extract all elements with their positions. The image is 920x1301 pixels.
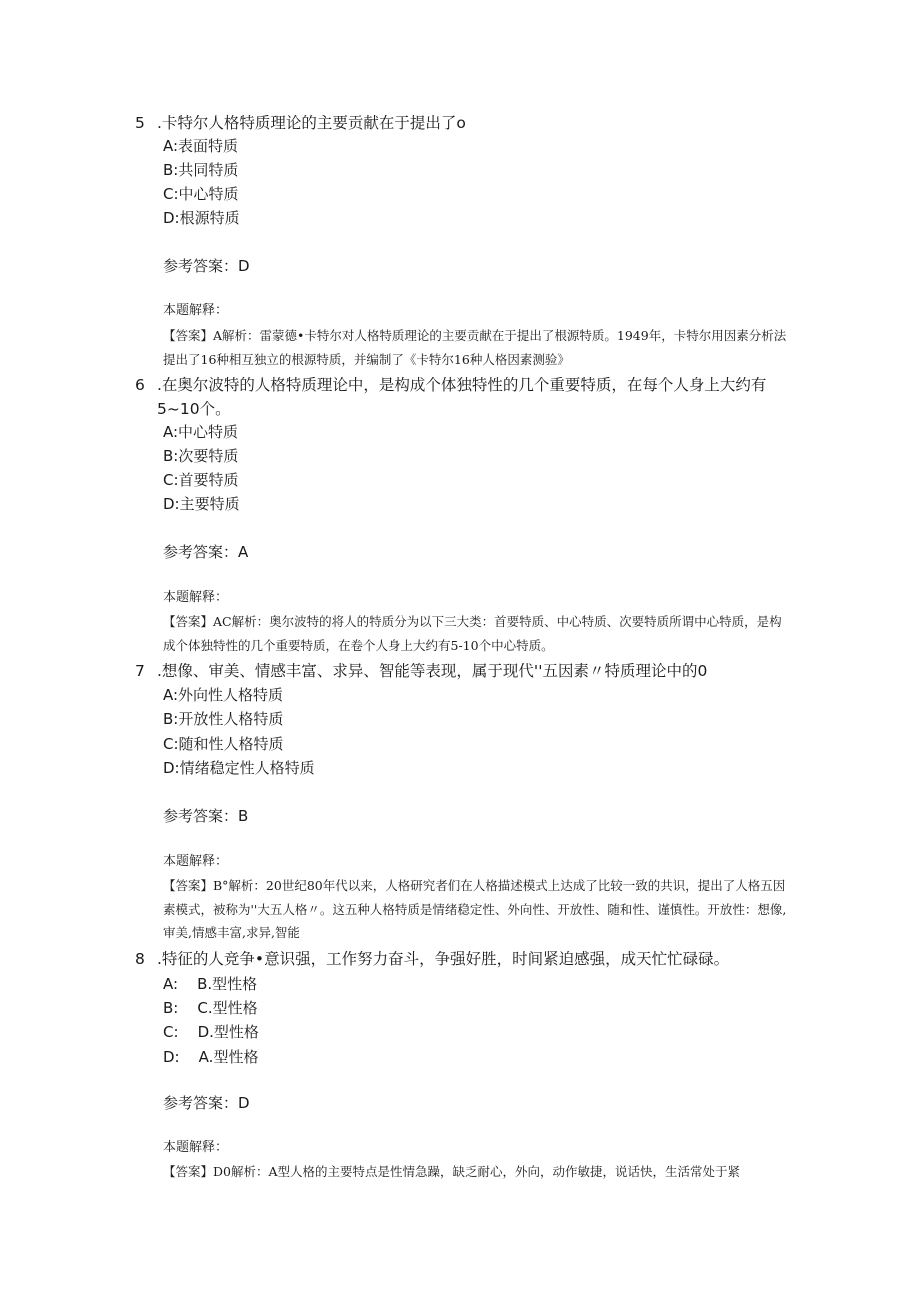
reference-answer: 参考答案：D [163, 1094, 250, 1112]
option-c[interactable]: C:中心特质 [163, 185, 239, 203]
option-c[interactable]: C:首要特质 [163, 471, 239, 489]
question-number: 6 [135, 376, 145, 394]
question-number: 8 [135, 950, 145, 968]
explanation-text: 【答案】AC解析：奥尔波特的将人的特质分为以下三大类：首要特质、中心特质、次要特质所谓中心特质，是构成个体独特性的几个重要特质，在卷个人身上大约有5-10个中心特质。 [163, 614, 782, 653]
question-text: .特征的人竞争•意识强，工作努力奋斗，争强好胜，时间紧迫感强，成天忙忙碌碌。 [157, 950, 730, 968]
explanation-text: 【答案】B°解析：20世纪80年代以来，人格研究者们在人格描述模式上达成了比较一致的共识，提出了人格五因素模式，被称为''大五人格〃。这五种人格特质是情绪稳定性、外向性、开放性、随和性、谨慎性。开放性：想像,审美,情感丰富,求异,智能 [163, 878, 787, 940]
explanation-text: 【答案】D0解析：A型人格的主要特点是性情急躁，缺乏耐心，外向，动作敏捷，说话快，生活常处于紧 [163, 1164, 741, 1179]
option-b[interactable]: B:次要特质 [163, 447, 239, 465]
option-b[interactable]: B:共同特质 [163, 161, 239, 179]
explanation-title: 本题解释： [163, 1140, 229, 1155]
question-number: 5 [135, 114, 145, 132]
explanation-text: 【答案】A解析：雷蒙德•卡特尔对人格特质理论的主要贡献在于提出了根源特质。1949年，卡特尔用因素分析法提出了16种相互独立的根源特质，并编制了《卡特尔16种人格因素测验》 [163, 328, 787, 367]
option-b[interactable]: B: C.型性格 [163, 999, 258, 1017]
reference-answer: 参考答案：A [163, 543, 249, 561]
option-b[interactable]: B:开放性人格特质 [163, 710, 284, 728]
explanation-title: 本题解释： [163, 303, 229, 318]
question-text: .卡特尔人格特质理论的主要贡献在于提出了o [157, 114, 466, 132]
question-number: 7 [135, 662, 145, 680]
option-a[interactable]: A:外向性人格特质 [163, 686, 284, 704]
option-d[interactable]: D: A.型性格 [163, 1048, 259, 1066]
option-d[interactable]: D:根源特质 [163, 209, 240, 227]
explanation-title: 本题解释： [163, 854, 229, 869]
option-a[interactable]: A:表面特质 [163, 137, 239, 155]
explanation-title: 本题解释： [163, 590, 229, 605]
reference-answer: 参考答案：D [163, 257, 250, 275]
option-a[interactable]: A: B.型性格 [163, 975, 258, 993]
option-d[interactable]: D:情绪稳定性人格特质 [163, 759, 315, 777]
reference-answer: 参考答案：B [163, 807, 249, 825]
option-d[interactable]: D:主要特质 [163, 495, 240, 513]
question-text: .想像、审美、情感丰富、求异、智能等表现，属于现代''五因素〃特质理论中的0 [157, 662, 708, 680]
option-c[interactable]: C: D.型性格 [163, 1023, 259, 1041]
question-text: .在奥尔波特的人格特质理论中，是构成个体独特性的几个重要特质，在每个人身上大约有5~10个。 [157, 376, 767, 418]
option-a[interactable]: A:中心特质 [163, 423, 239, 441]
option-c[interactable]: C:随和性人格特质 [163, 735, 284, 753]
